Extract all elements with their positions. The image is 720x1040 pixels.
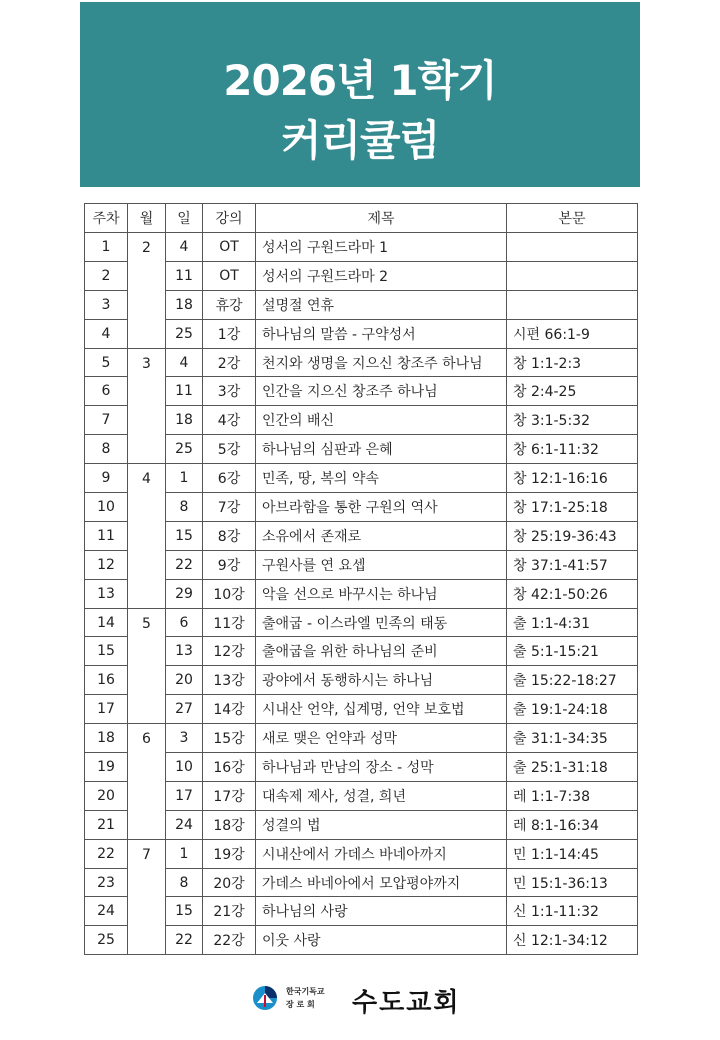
scripture-cell: 출 15:22-18:27 bbox=[507, 666, 638, 695]
table-row bbox=[85, 637, 638, 666]
lecture-cell: 11강 bbox=[203, 608, 256, 637]
title-cell: 하나님의 심판과 은혜 bbox=[256, 435, 507, 464]
week-cell: 12 bbox=[85, 550, 128, 579]
table-row bbox=[85, 521, 638, 550]
table-row bbox=[85, 608, 638, 637]
title-cell: 시내산에서 가데스 바네아까지 bbox=[256, 839, 507, 868]
day-cell: 11 bbox=[166, 261, 203, 290]
day-cell: 22 bbox=[166, 926, 203, 955]
day-cell: 1 bbox=[166, 464, 203, 493]
day-cell: 8 bbox=[166, 868, 203, 897]
table-row bbox=[85, 781, 638, 810]
title-cell: 가데스 바네아에서 모압평야까지 bbox=[256, 868, 507, 897]
day-cell: 22 bbox=[166, 550, 203, 579]
column-header-lecture: 강의 bbox=[203, 204, 256, 233]
scripture-cell: 신 12:1-34:12 bbox=[507, 926, 638, 955]
week-cell: 11 bbox=[85, 521, 128, 550]
table-row bbox=[85, 261, 638, 290]
table-row bbox=[85, 897, 638, 926]
week-cell: 23 bbox=[85, 868, 128, 897]
column-header-week: 주차 bbox=[85, 204, 128, 233]
table-row bbox=[85, 348, 638, 377]
week-cell: 21 bbox=[85, 810, 128, 839]
title-cell: 성결의 법 bbox=[256, 810, 507, 839]
title-cell: 성서의 구원드라마 1 bbox=[256, 233, 507, 262]
church-name: 수도교회 bbox=[352, 988, 461, 1018]
scripture-cell: 창 25:19-36:43 bbox=[507, 521, 638, 550]
lecture-cell: OT bbox=[203, 233, 256, 262]
title-cell: 소유에서 존재로 bbox=[256, 521, 507, 550]
title-cell: 새로 맺은 언약과 성막 bbox=[256, 724, 507, 753]
lecture-cell: 14강 bbox=[203, 695, 256, 724]
scripture-cell: 창 42:1-50:26 bbox=[507, 579, 638, 608]
table-row bbox=[85, 493, 638, 522]
month-cell: 3 bbox=[128, 348, 166, 464]
week-cell: 25 bbox=[85, 926, 128, 955]
week-cell: 13 bbox=[85, 579, 128, 608]
title-cell: 설명절 연휴 bbox=[256, 290, 507, 319]
table-row bbox=[85, 319, 638, 348]
scripture-cell bbox=[507, 290, 638, 319]
table-row bbox=[85, 550, 638, 579]
week-cell: 18 bbox=[85, 724, 128, 753]
month-cell: 2 bbox=[128, 233, 166, 349]
scripture-cell: 출 31:1-34:35 bbox=[507, 724, 638, 753]
day-cell: 29 bbox=[166, 579, 203, 608]
scripture-cell: 창 37:1-41:57 bbox=[507, 550, 638, 579]
week-cell: 16 bbox=[85, 666, 128, 695]
day-cell: 4 bbox=[166, 348, 203, 377]
scripture-cell: 레 8:1-16:34 bbox=[507, 810, 638, 839]
scripture-cell: 출 5:1-15:21 bbox=[507, 637, 638, 666]
table-row bbox=[85, 464, 638, 493]
title-cell: 시내산 언약, 십계명, 언약 보호법 bbox=[256, 695, 507, 724]
week-cell: 15 bbox=[85, 637, 128, 666]
day-cell: 6 bbox=[166, 608, 203, 637]
table-row bbox=[85, 290, 638, 319]
title-cell: 하나님과 만남의 장소 - 성막 bbox=[256, 753, 507, 782]
title-cell: 구원사를 연 요셉 bbox=[256, 550, 507, 579]
title-cell: 성서의 구원드라마 2 bbox=[256, 261, 507, 290]
scripture-cell: 출 1:1-4:31 bbox=[507, 608, 638, 637]
day-cell: 11 bbox=[166, 377, 203, 406]
lecture-cell: 7강 bbox=[203, 493, 256, 522]
table-row bbox=[85, 666, 638, 695]
lecture-cell: 1강 bbox=[203, 319, 256, 348]
table-header-row bbox=[85, 204, 638, 233]
table-row bbox=[85, 435, 638, 464]
denomination-logo-icon bbox=[252, 985, 278, 1011]
day-cell: 25 bbox=[166, 435, 203, 464]
scripture-cell: 신 1:1-11:32 bbox=[507, 897, 638, 926]
table-row bbox=[85, 926, 638, 955]
scripture-cell: 창 3:1-5:32 bbox=[507, 406, 638, 435]
day-cell: 10 bbox=[166, 753, 203, 782]
month-cell: 6 bbox=[128, 724, 166, 840]
table-row bbox=[85, 695, 638, 724]
scripture-cell: 민 15:1-36:13 bbox=[507, 868, 638, 897]
day-cell: 18 bbox=[166, 290, 203, 319]
denomination-name bbox=[286, 985, 346, 1011]
week-cell: 20 bbox=[85, 781, 128, 810]
title-cell: 하나님의 사랑 bbox=[256, 897, 507, 926]
column-header-month: 월 bbox=[128, 204, 166, 233]
header-banner bbox=[80, 2, 640, 187]
lecture-cell: 12강 bbox=[203, 637, 256, 666]
week-cell: 4 bbox=[85, 319, 128, 348]
day-cell: 27 bbox=[166, 695, 203, 724]
table-row bbox=[85, 233, 638, 262]
title-cell: 인간을 지으신 창조주 하나님 bbox=[256, 377, 507, 406]
table-row bbox=[85, 868, 638, 897]
lecture-cell: 20강 bbox=[203, 868, 256, 897]
scripture-cell: 레 1:1-7:38 bbox=[507, 781, 638, 810]
title-cell: 이웃 사랑 bbox=[256, 926, 507, 955]
lecture-cell: 22강 bbox=[203, 926, 256, 955]
scripture-cell bbox=[507, 261, 638, 290]
page-title-curriculum: 커리큘럼 bbox=[280, 116, 440, 165]
page-title-year: 2026년 1학기 bbox=[223, 56, 497, 105]
week-cell: 3 bbox=[85, 290, 128, 319]
footer bbox=[0, 982, 720, 1016]
day-cell: 3 bbox=[166, 724, 203, 753]
scripture-cell: 창 17:1-25:18 bbox=[507, 493, 638, 522]
week-cell: 19 bbox=[85, 753, 128, 782]
day-cell: 4 bbox=[166, 233, 203, 262]
lecture-cell: 휴강 bbox=[203, 290, 256, 319]
denomination-line2: 장 로 회 bbox=[286, 1000, 315, 1009]
day-cell: 24 bbox=[166, 810, 203, 839]
scripture-cell: 창 6:1-11:32 bbox=[507, 435, 638, 464]
week-cell: 1 bbox=[85, 233, 128, 262]
week-cell: 8 bbox=[85, 435, 128, 464]
column-header-scripture: 본문 bbox=[507, 204, 638, 233]
scripture-cell: 창 2:4-25 bbox=[507, 377, 638, 406]
lecture-cell: 13강 bbox=[203, 666, 256, 695]
table-row bbox=[85, 753, 638, 782]
lecture-cell: 9강 bbox=[203, 550, 256, 579]
week-cell: 14 bbox=[85, 608, 128, 637]
day-cell: 18 bbox=[166, 406, 203, 435]
lecture-cell: 4강 bbox=[203, 406, 256, 435]
title-cell: 천지와 생명을 지으신 창조주 하나님 bbox=[256, 348, 507, 377]
day-cell: 15 bbox=[166, 897, 203, 926]
title-cell: 하나님의 말씀 - 구약성서 bbox=[256, 319, 507, 348]
table-row bbox=[85, 810, 638, 839]
scripture-cell: 창 12:1-16:16 bbox=[507, 464, 638, 493]
title-cell: 민족, 땅, 복의 약속 bbox=[256, 464, 507, 493]
column-header-title: 제목 bbox=[256, 204, 507, 233]
month-cell: 4 bbox=[128, 464, 166, 608]
denomination-line1: 한국기독교 bbox=[286, 987, 325, 996]
title-cell: 인간의 배신 bbox=[256, 406, 507, 435]
title-cell: 아브라함을 통한 구원의 역사 bbox=[256, 493, 507, 522]
scripture-cell: 출 25:1-31:18 bbox=[507, 753, 638, 782]
title-cell: 악을 선으로 바꾸시는 하나님 bbox=[256, 579, 507, 608]
curriculum-table bbox=[84, 203, 638, 955]
lecture-cell: 19강 bbox=[203, 839, 256, 868]
scripture-cell: 출 19:1-24:18 bbox=[507, 695, 638, 724]
day-cell: 25 bbox=[166, 319, 203, 348]
table-row bbox=[85, 406, 638, 435]
month-cell: 7 bbox=[128, 839, 166, 955]
week-cell: 5 bbox=[85, 348, 128, 377]
table-body bbox=[85, 233, 638, 955]
week-cell: 17 bbox=[85, 695, 128, 724]
lecture-cell: 17강 bbox=[203, 781, 256, 810]
day-cell: 20 bbox=[166, 666, 203, 695]
week-cell: 9 bbox=[85, 464, 128, 493]
lecture-cell: 3강 bbox=[203, 377, 256, 406]
week-cell: 2 bbox=[85, 261, 128, 290]
day-cell: 8 bbox=[166, 493, 203, 522]
column-header-day: 일 bbox=[166, 204, 203, 233]
title-cell: 출애굽을 위한 하나님의 준비 bbox=[256, 637, 507, 666]
scripture-cell: 시편 66:1-9 bbox=[507, 319, 638, 348]
title-cell: 출애굽 - 이스라엘 민족의 태동 bbox=[256, 608, 507, 637]
title-cell: 대속제 제사, 성결, 희년 bbox=[256, 781, 507, 810]
week-cell: 22 bbox=[85, 839, 128, 868]
week-cell: 7 bbox=[85, 406, 128, 435]
lecture-cell: OT bbox=[203, 261, 256, 290]
table-row bbox=[85, 839, 638, 868]
scripture-cell: 창 1:1-2:3 bbox=[507, 348, 638, 377]
day-cell: 17 bbox=[166, 781, 203, 810]
day-cell: 13 bbox=[166, 637, 203, 666]
lecture-cell: 18강 bbox=[203, 810, 256, 839]
lecture-cell: 10강 bbox=[203, 579, 256, 608]
lecture-cell: 8강 bbox=[203, 521, 256, 550]
lecture-cell: 6강 bbox=[203, 464, 256, 493]
table-row bbox=[85, 377, 638, 406]
lecture-cell: 21강 bbox=[203, 897, 256, 926]
table-row bbox=[85, 579, 638, 608]
table-row bbox=[85, 724, 638, 753]
lecture-cell: 2강 bbox=[203, 348, 256, 377]
lecture-cell: 5강 bbox=[203, 435, 256, 464]
scripture-cell: 민 1:1-14:45 bbox=[507, 839, 638, 868]
week-cell: 10 bbox=[85, 493, 128, 522]
week-cell: 6 bbox=[85, 377, 128, 406]
lecture-cell: 15강 bbox=[203, 724, 256, 753]
month-cell: 5 bbox=[128, 608, 166, 724]
day-cell: 15 bbox=[166, 521, 203, 550]
lecture-cell: 16강 bbox=[203, 753, 256, 782]
week-cell: 24 bbox=[85, 897, 128, 926]
scripture-cell bbox=[507, 233, 638, 262]
title-cell: 광야에서 동행하시는 하나님 bbox=[256, 666, 507, 695]
day-cell: 1 bbox=[166, 839, 203, 868]
